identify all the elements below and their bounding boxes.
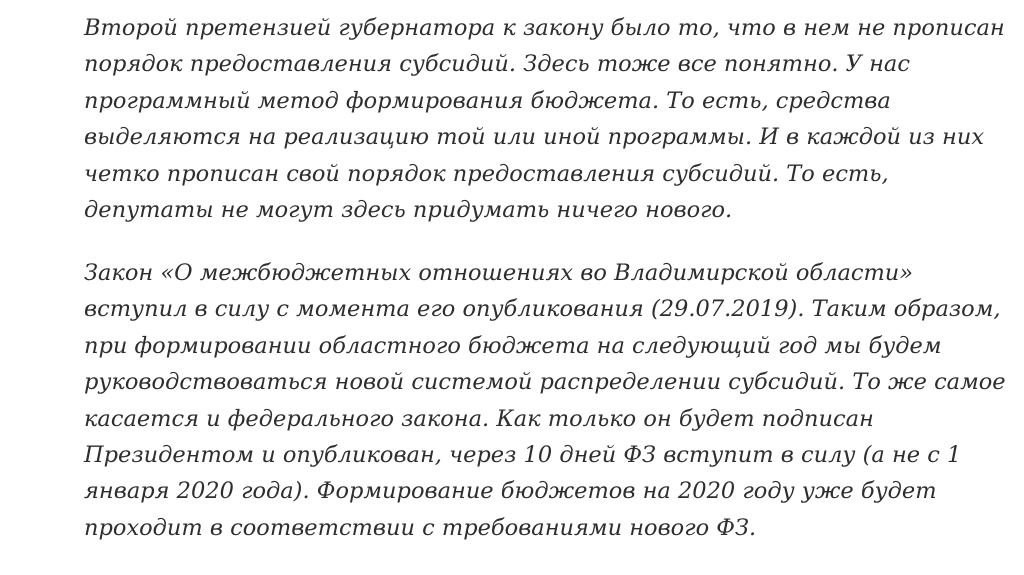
paragraph-law-effective-date xyxy=(84,255,1006,546)
text-line: вступил в силу с момента его опубликования (29.07.2019). Таким образом, xyxy=(84,296,1001,323)
text-line: программный метод формирования бюджета. То есть, средства xyxy=(84,87,891,114)
text-line: четко прописан свой порядок предоставления субсидий. То есть, xyxy=(84,160,889,187)
text-line: января 2020 года). Формирование бюджетов на 2020 году уже будет xyxy=(84,478,937,505)
text-line: руководствоваться новой системой распределении субсидий. То же самое xyxy=(84,369,1006,396)
text-line: Закон «О межбюджетных отношениях во Владимирской области» xyxy=(84,260,914,286)
text-line: Президентом и опубликован, через 10 дней ФЗ вступит в силу (а не с 1 xyxy=(84,442,962,469)
text-line: при формировании областного бюджета на следующий год мы будем xyxy=(84,332,942,359)
text-line: депутаты не могут здесь придумать ничего нового. xyxy=(84,197,733,224)
paragraph-governor-claims xyxy=(84,10,1005,228)
text-line: Второй претензией губернатора к закону было то, что в нем не прописан xyxy=(84,15,1005,41)
text-line: порядок предоставления субсидий. Здесь тоже все понятно. У нас xyxy=(84,51,910,78)
text-line: проходит в соответствии с требованиями нового ФЗ. xyxy=(84,514,757,541)
text-line: выделяются на реализацию той или иной программы. И в каждой из них xyxy=(84,124,985,151)
text-line: касается и федерального закона. Как только он будет подписан xyxy=(84,405,874,432)
